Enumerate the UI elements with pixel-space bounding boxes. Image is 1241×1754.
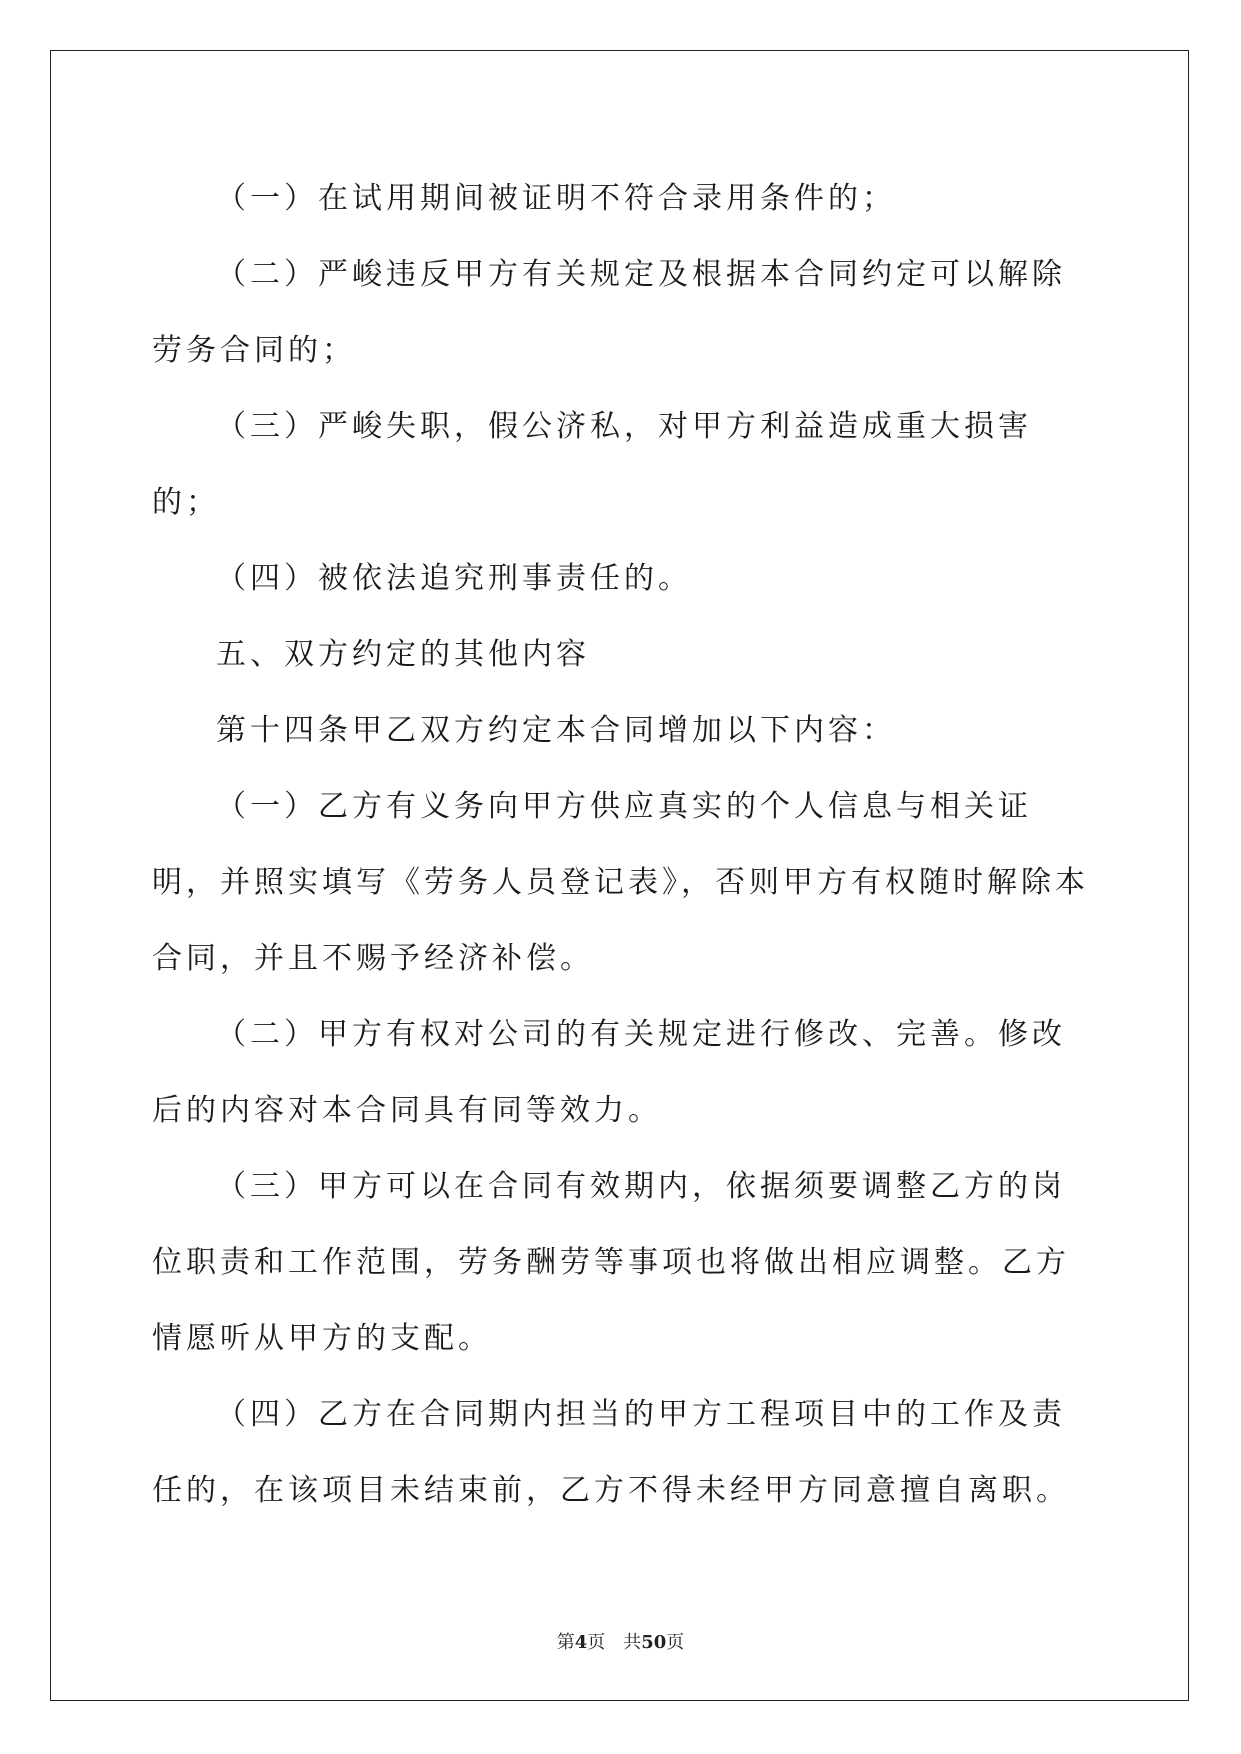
- paragraph-2: （二）严峻违反甲方有关规定及根据本合同约定可以解除劳务合同的；: [152, 257, 1066, 368]
- page-number: 4: [574, 1632, 588, 1653]
- total-suffix: 页: [666, 1632, 685, 1653]
- page-prefix: 第: [556, 1632, 575, 1653]
- total-prefix: 共: [623, 1632, 642, 1653]
- section-heading: 五、双方约定的其他内容: [216, 637, 590, 672]
- paragraph-3: （三）严峻失职，假公济私，对甲方利益造成重大损害的；: [152, 409, 1032, 520]
- paragraph-10: （四）乙方在合同期内担当的甲方工程项目中的工作及责任的，在该项目未结束前，乙方不得未经甲方同意擅自离职。: [152, 1397, 1070, 1508]
- article-14-heading: 第十四条甲乙双方约定本合同增加以下内容：: [216, 713, 896, 748]
- paragraph-9: （三）甲方可以在合同有效期内，依据须要调整乙方的岗位职责和工作范围，劳务酬劳等事项也将做出相应调整。乙方情愿听从甲方的支配。: [152, 1169, 1070, 1356]
- page-suffix: 页: [587, 1632, 606, 1653]
- paragraph-4: （四）被依法追究刑事责任的。: [216, 561, 692, 596]
- document-body: [152, 161, 1092, 1529]
- paragraph-8: （二）甲方有权对公司的有关规定进行修改、完善。修改后的内容对本合同具有同等效力。: [152, 1017, 1066, 1128]
- paragraph-7: （一）乙方有义务向甲方供应真实的个人信息与相关证明，并照实填写《劳务人员登记表》，否则甲方有权随时解除本合同，并且不赐予经济补偿。: [152, 789, 1089, 976]
- total-pages: 50: [641, 1632, 667, 1653]
- paragraph-1: （一）在试用期间被证明不符合录用条件的；: [216, 181, 896, 216]
- page-footer: [0, 1628, 1241, 1654]
